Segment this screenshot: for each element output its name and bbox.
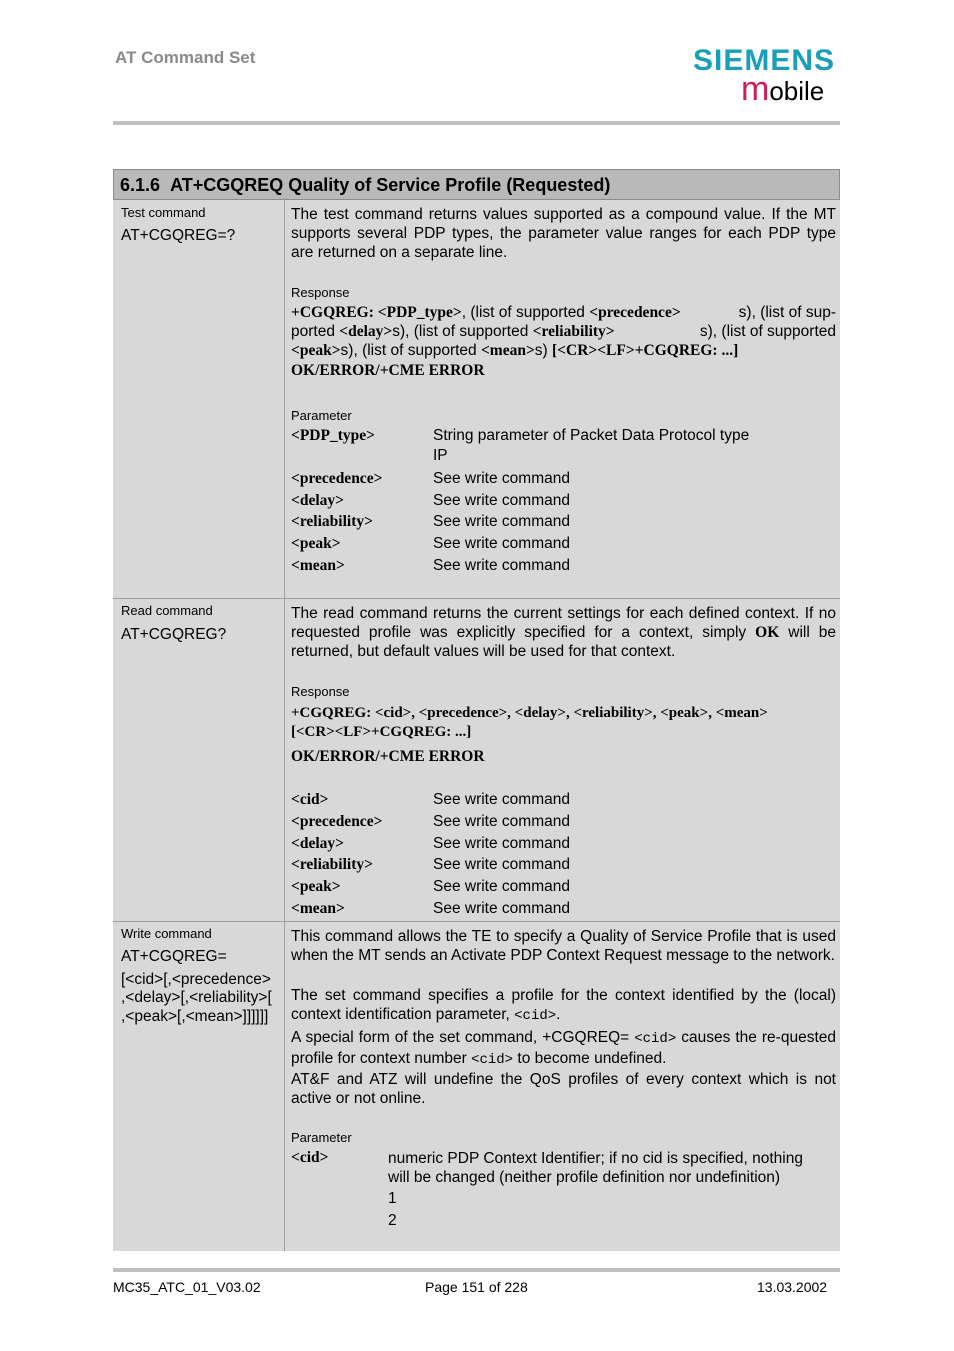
read-command-row [113,599,840,922]
read-param-desc: See write command [433,856,570,873]
test-param-name: <PDP_type> [291,427,375,444]
read-command-label: Read command [121,603,213,618]
write-command-syntax-line: ,<peak>[,<mean>]]]]]] [121,1008,269,1025]
test-response-label: Response [291,285,350,300]
read-param-desc: See write command [433,813,570,830]
logo-siemens-text: SIEMENS [693,44,836,77]
test-command-row [113,200,840,599]
read-description: The read command returns the current settings for each defined context. If no requested profile was explicitly specified for a context, simply OK will be returned, but default values will be used for that context. [291,605,836,660]
test-param-desc: See write command [433,535,570,552]
test-param-name: <mean> [291,557,345,574]
read-param-name: <cid> [291,791,329,808]
read-param-name: <delay> [291,835,344,852]
read-command-left-cell [113,599,285,922]
write-paragraph: This command allows the TE to specify a Quality of Service Profile that is used when the MT sends an Activate PDP Context Request message to the network. [291,928,836,964]
write-paragraph: AT&F and ATZ will undefine the QoS profiles of every context which is not active or not online. [291,1071,836,1107]
test-command-right-cell [285,200,840,599]
read-param-name: <mean> [291,900,345,917]
footer-document-id: MC35_ATC_01_V03.02 [113,1279,261,1295]
write-command-right-cell [285,922,840,1251]
test-param-name: <reliability> [291,513,373,530]
write-command-row [113,922,840,1251]
siemens-mobile-logo [693,44,843,106]
write-param-desc: numeric PDP Context Identifier; if no cid is specified, nothing will be changed (neither profile definition nor undefinition) [388,1150,803,1186]
read-param-desc: See write command [433,900,570,917]
read-response-line: +CGQREG: <cid>, <precedence>, <delay>, <reliability>, <peak>, <mean> [291,705,768,721]
test-param-name: <peak> [291,535,341,552]
write-command-label: Write command [121,926,212,941]
write-param-name: <cid> [291,1149,329,1166]
read-param-desc: See write command [433,835,570,852]
header-rule [113,121,840,125]
read-param-name: <reliability> [291,856,373,873]
write-command-syntax-line: ,<delay>[,<reliability>[ [121,989,272,1006]
write-command-left-cell [113,922,285,1251]
read-param-desc: See write command [433,878,570,895]
test-command-left-cell [113,200,285,599]
section-number: 6.1.6 [120,175,161,195]
footer-page-number: Page 151 of 228 [425,1279,528,1295]
write-command-syntax-line: AT+CGQREG= [121,948,227,965]
test-parameter-label: Parameter [291,408,352,423]
test-description: The test command returns values supported as a compound value. If the MT supports several PDP types, the parameter value ranges for each PDP type are returned on a separate line. [291,206,836,261]
test-response-text: +CGQREG: <PDP_type>, (list of supported <precedence> s), (list of sup- ported <delay>s), (list of supported <reliability> s), (list of supported <peak>s), (list of supported <mean>s) [<CR><LF>+CGQREG: ...] [291,304,836,359]
write-parameter-label: Parameter [291,1130,352,1145]
write-param-value: 1 [388,1190,397,1207]
test-param-desc: String parameter of Packet Data Protocol type [433,427,750,444]
test-param-name: <precedence> [291,470,383,487]
read-param-desc: See write command [433,791,570,808]
section-heading [113,169,840,200]
write-paragraph: The set command specifies a profile for the context identified by the (local) context identification parameter, <cid>. [291,987,836,1024]
read-result-codes: OK/ERROR/+CME ERROR [291,748,485,765]
read-param-name: <precedence> [291,813,383,830]
test-param-desc: See write command [433,557,570,574]
section-title: AT+CGQREQ Quality of Service Profile (Requested) [170,175,611,195]
test-param-desc: See write command [433,513,570,530]
logo-mobile-text: mobile [741,70,825,108]
test-param-desc: See write command [433,470,570,487]
footer-rule [113,1268,840,1272]
document-header-title: AT Command Set [115,48,256,67]
test-command-label: Test command [121,205,206,220]
test-param-value: IP [433,447,448,464]
write-paragraph: A special form of the set command, +CGQREQ= <cid> causes the re-quested profile for context number <cid> to become undefined. [291,1029,836,1068]
test-command-syntax: AT+CGQREG=? [121,227,236,244]
test-param-desc: See write command [433,492,570,509]
read-param-name: <peak> [291,878,341,895]
read-response-label: Response [291,684,350,699]
write-command-syntax-line: [<cid>[,<precedence> [121,971,271,988]
read-command-syntax: AT+CGQREG? [121,626,227,643]
test-param-name: <delay> [291,492,344,509]
read-response-line: [<CR><LF>+CGQREG: ...] [291,724,472,740]
test-result-codes: OK/ERROR/+CME ERROR [291,362,485,379]
read-command-right-cell [285,599,840,922]
write-param-value: 2 [388,1212,397,1229]
footer-date: 13.03.2002 [757,1279,828,1295]
